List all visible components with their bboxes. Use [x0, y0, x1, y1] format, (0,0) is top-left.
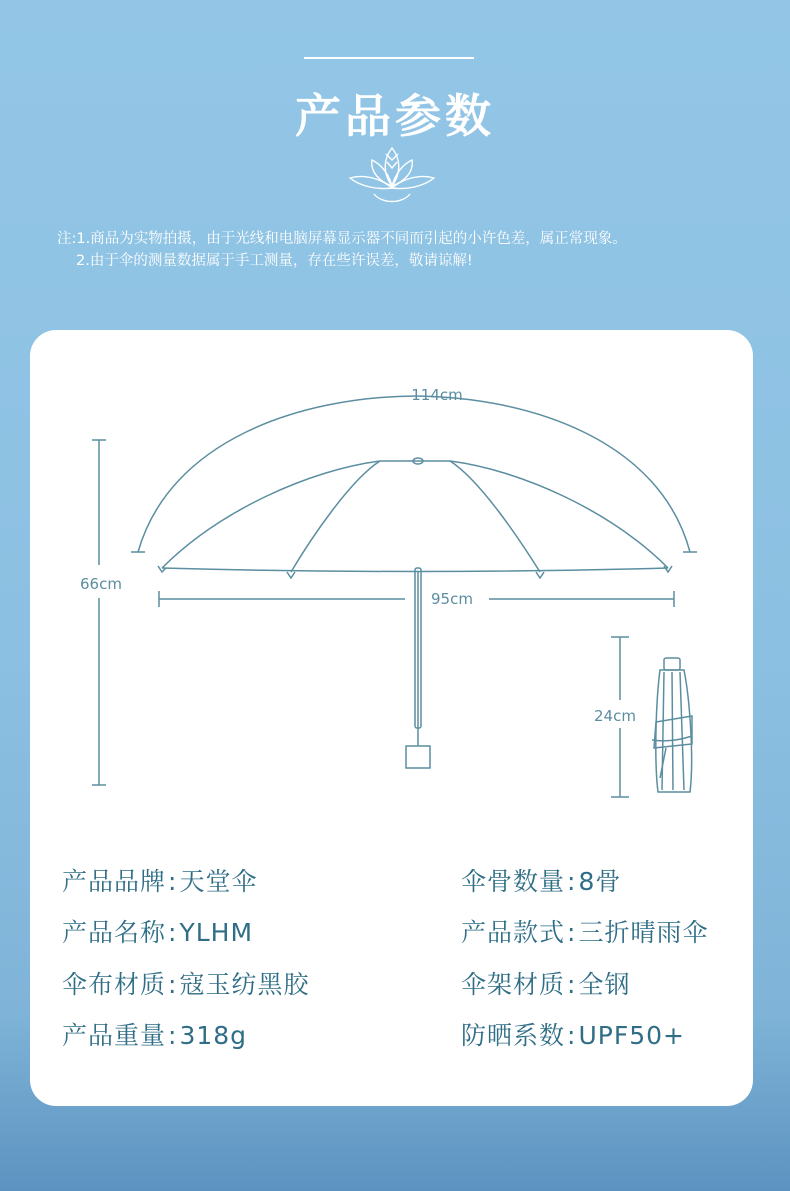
- spec-weight: 产品重量:318g: [62, 1021, 248, 1050]
- spec-frame: 伞架材质:全钢: [461, 970, 631, 999]
- spec-fabric: 伞布材质:寇玉纺黑胶: [62, 970, 310, 999]
- spec-brand: 产品品牌:天堂伞: [62, 867, 258, 896]
- folded-umbrella-icon: [652, 658, 692, 792]
- height-label: 66cm: [80, 575, 122, 593]
- page-title: 产品参数: [295, 89, 495, 143]
- note-2: 2.由于伞的测量数据属于手工测量，存在些许误差，敬请谅解!: [76, 253, 473, 269]
- spec-product-name: 产品名称:YLHM: [62, 918, 254, 947]
- diameter-label: 95cm: [431, 590, 473, 608]
- folded-length-label: 24cm: [594, 707, 636, 725]
- spec-style: 产品款式:三折晴雨伞: [461, 918, 709, 947]
- spec-rib-count: 伞骨数量:8骨: [461, 867, 622, 896]
- arc-dimension-line: [138, 396, 690, 552]
- arc-length-label: 114cm: [411, 386, 463, 404]
- note-1: 注:1.商品为实物拍摄，由于光线和电脑屏幕显示器不同而引起的小许色差，属正常现象。: [57, 231, 627, 247]
- spec-uv-rating: 防晒系数:UPF50+: [461, 1021, 685, 1050]
